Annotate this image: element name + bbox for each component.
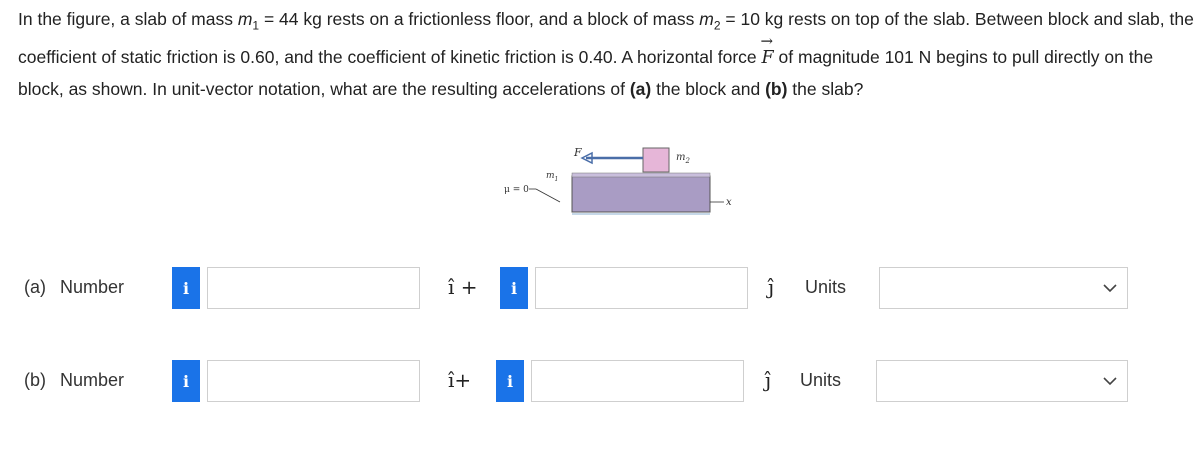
question-segment: = 44 kg rests on a frictionless floor, and a block of mass <box>259 9 700 29</box>
units-label: Units <box>805 277 847 297</box>
number-label: Number <box>60 370 125 390</box>
question-segment: the block and <box>651 78 766 99</box>
question-segment: the slab? <box>787 78 864 99</box>
x-axis-label: x <box>726 197 732 208</box>
subscript-2: 2 <box>713 18 721 33</box>
chevron-down-icon <box>1103 284 1117 293</box>
force-vector-symbol: → F <box>762 43 774 74</box>
a-units-select[interactable] <box>879 267 1128 309</box>
question-segment: = 10 kg rests on top of the slab. Between block and slab, the coefficient of static friction is 0.60, and the coefficient of kinetic friction is 0.40. A horizontal force <box>18 9 1194 67</box>
units-label: Units <box>800 370 842 390</box>
j-hat-unit-vector: ĵ <box>765 368 772 392</box>
symbol-m: m <box>699 9 714 29</box>
m2-label: $m_2$ <box>676 152 690 165</box>
slab-rough-surface <box>572 173 710 177</box>
b-j-component-input[interactable] <box>531 360 744 402</box>
block <box>643 148 669 172</box>
mu-label: μ = 0 <box>504 185 529 195</box>
info-button[interactable]: i <box>496 360 524 402</box>
mu-leader-line <box>536 189 560 202</box>
chevron-down-icon <box>1103 377 1117 386</box>
b-i-component-input[interactable] <box>207 360 420 402</box>
a-i-component-input[interactable] <box>207 267 420 309</box>
answer-row-b <box>0 360 1200 402</box>
slab <box>572 176 710 212</box>
symbol-m: m <box>237 9 253 29</box>
a-j-component-input[interactable] <box>535 267 748 309</box>
physics-figure <box>504 140 750 220</box>
row-a-label <box>24 277 124 298</box>
i-hat-unit-vector: î + <box>448 275 478 299</box>
info-button[interactable]: i <box>500 267 528 309</box>
row-b-label <box>24 370 124 391</box>
info-button[interactable]: i <box>172 267 200 309</box>
answer-row-a <box>0 267 1200 309</box>
m1-label: $m_1$ <box>546 171 559 183</box>
j-hat-unit-vector: ĵ <box>768 275 775 299</box>
number-label: Number <box>60 277 125 297</box>
question-segment: of magnitude 101 N begins to pull directly on the block, as shown. In unit-vector notation, what are the resulting accelerations of <box>18 46 1154 99</box>
i-hat-unit-vector: î+ <box>448 368 472 392</box>
question-segment: In the figure, a slab of mass <box>18 9 238 29</box>
part-b-label: (b) <box>24 370 46 390</box>
part-a-marker: (a) <box>629 78 652 99</box>
subscript-1: 1 <box>252 18 260 33</box>
part-b-marker: (b) <box>765 78 788 99</box>
question-text <box>18 4 1198 105</box>
b-units-select[interactable] <box>876 360 1128 402</box>
force-label: F <box>574 146 582 159</box>
info-button[interactable]: i <box>172 360 200 402</box>
part-a-label: (a) <box>24 277 46 297</box>
